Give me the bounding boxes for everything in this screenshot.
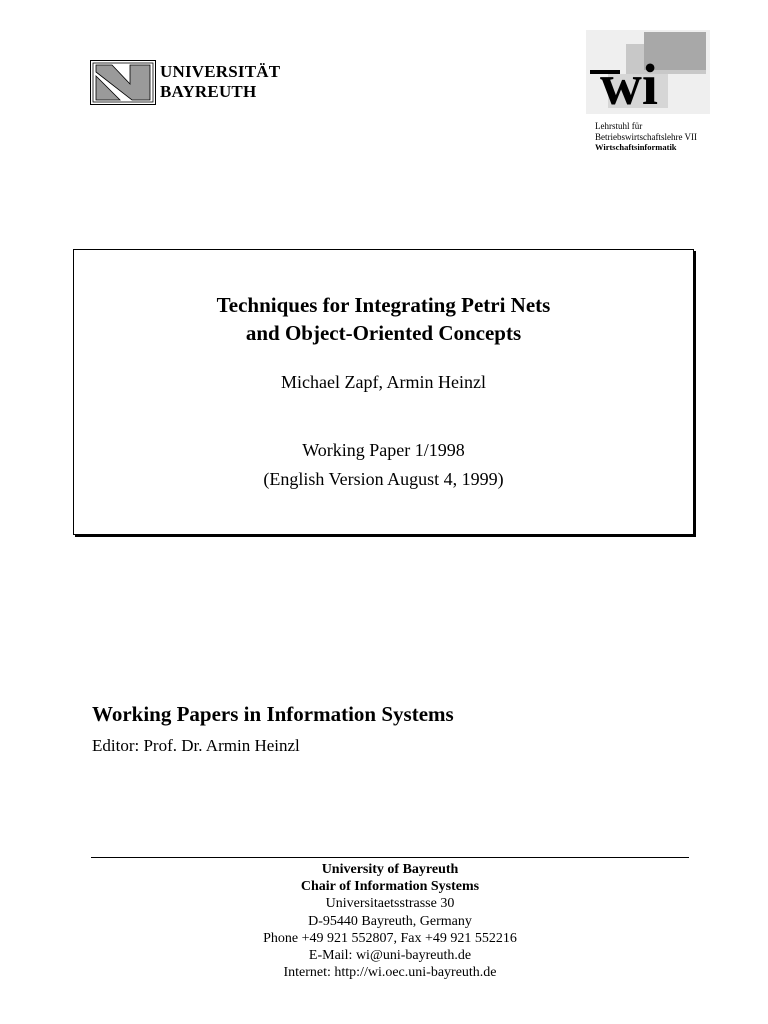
paper-title-line-1: Techniques for Integrating Petri Nets: [216, 293, 551, 317]
chair-line-1: Lehrstuhl für: [595, 121, 643, 131]
wi-logo-text: wi: [600, 52, 658, 114]
university-bayreuth-logo: [90, 60, 156, 105]
footer-institution: University of Bayreuth: [321, 862, 459, 877]
chair-info: [595, 121, 697, 153]
wi-logo: [586, 30, 710, 114]
footer-website[interactable]: Internet: http://wi.oec.uni-bayreuth.de: [283, 965, 497, 981]
footer-email[interactable]: E-Mail: wi@uni-bayreuth.de: [308, 948, 472, 964]
footer-city: D-95440 Bayreuth, Germany: [308, 913, 472, 929]
footer-chair: Chair of Information Systems: [300, 879, 480, 895]
footer-street: Universitaetsstrasse 30: [325, 896, 455, 912]
university-name: [160, 62, 280, 102]
footer-phone-fax: Phone +49 921 552807, Fax +49 921 552216: [263, 930, 517, 946]
university-name-line-2: BAYREUTH: [160, 82, 257, 101]
authors: Michael Zapf, Armin Heinzl: [281, 372, 486, 392]
title-box: [73, 249, 694, 535]
chair-department: Wirtschaftsinformatik: [595, 142, 677, 152]
footer-divider: [91, 857, 689, 858]
university-name-line-1: UNIVERSITÄT: [160, 62, 281, 81]
series-editor: Editor: Prof. Dr. Armin Heinzl: [92, 736, 300, 755]
footer-address: [91, 861, 689, 981]
working-paper-number: Working Paper 1/1998: [302, 440, 465, 460]
paper-title-line-2: and Object-Oriented Concepts: [245, 321, 522, 345]
paper-title: [74, 291, 693, 347]
series-title: Working Papers in Information Systems: [92, 702, 454, 726]
version-note: (English Version August 4, 1999): [263, 469, 504, 489]
chair-line-2: Betriebswirtschaftslehre VII: [595, 131, 698, 142]
